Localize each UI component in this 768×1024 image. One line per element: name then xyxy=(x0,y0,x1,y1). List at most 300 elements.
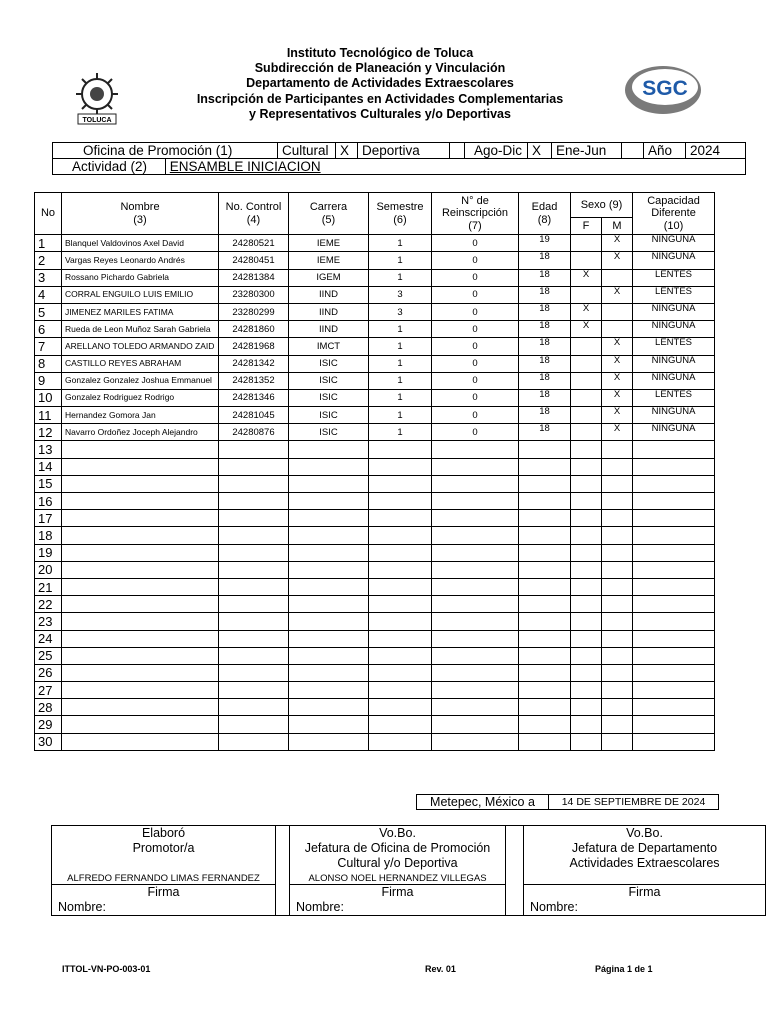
sexo-m-cell[interactable] xyxy=(602,510,633,527)
sexo-f-cell[interactable] xyxy=(571,596,602,613)
participant-name-cell[interactable] xyxy=(62,596,219,613)
sexo-f-cell[interactable] xyxy=(571,424,602,441)
sexo-m-cell[interactable]: X xyxy=(602,235,633,252)
sexo-m-cell[interactable] xyxy=(602,733,633,750)
edad-cell[interactable]: 18 xyxy=(519,338,571,355)
header-m: M xyxy=(602,218,633,235)
carrera-cell[interactable]: IMCT xyxy=(289,338,369,355)
sexo-f-cell[interactable] xyxy=(571,544,602,561)
carrera-cell[interactable] xyxy=(289,510,369,527)
capacidad-diferente-cell[interactable] xyxy=(633,578,715,595)
row-number-cell: 29 xyxy=(35,716,62,733)
sexo-f-cell[interactable] xyxy=(571,372,602,389)
signature-vobo-oficina xyxy=(290,826,506,885)
sexo-f-cell[interactable] xyxy=(571,613,602,630)
sexo-m-cell[interactable] xyxy=(602,475,633,492)
sexo-m-cell[interactable]: X xyxy=(602,389,633,406)
capacidad-diferente-cell[interactable] xyxy=(633,493,715,510)
edad-cell[interactable] xyxy=(519,630,571,647)
reinscripcion-cell[interactable]: 0 xyxy=(432,355,519,372)
capacidad-diferente-cell[interactable] xyxy=(633,716,715,733)
sexo-f-cell[interactable] xyxy=(571,664,602,681)
sexo-m-cell[interactable] xyxy=(602,544,633,561)
cultural-mark[interactable]: X xyxy=(336,143,358,159)
reinscripcion-cell[interactable]: 0 xyxy=(432,303,519,320)
participant-name-cell[interactable] xyxy=(62,699,219,716)
participant-name-cell[interactable]: Blanquel Valdovinos Axel David xyxy=(62,235,219,252)
capacidad-diferente-cell[interactable]: LENTES xyxy=(633,338,715,355)
sexo-f-cell[interactable] xyxy=(571,355,602,372)
semestre-cell[interactable] xyxy=(369,578,432,595)
capacidad-diferente-cell[interactable] xyxy=(633,613,715,630)
sexo-f-cell[interactable] xyxy=(571,578,602,595)
reinscripcion-cell[interactable]: 0 xyxy=(432,338,519,355)
semestre-cell[interactable]: 3 xyxy=(369,303,432,320)
participant-name-cell[interactable] xyxy=(62,475,219,492)
capacidad-diferente-cell[interactable]: NINGUNA xyxy=(633,235,715,252)
edad-cell[interactable] xyxy=(519,716,571,733)
carrera-cell[interactable] xyxy=(289,733,369,750)
control-number-cell[interactable]: 24281045 xyxy=(219,407,289,424)
row-number-cell: 30 xyxy=(35,733,62,750)
capacidad-diferente-cell[interactable]: LENTES xyxy=(633,389,715,406)
sexo-f-cell[interactable] xyxy=(571,699,602,716)
participant-name-cell[interactable] xyxy=(62,733,219,750)
reinscripcion-cell[interactable] xyxy=(432,578,519,595)
participant-name-cell[interactable] xyxy=(62,647,219,664)
capacidad-diferente-cell[interactable] xyxy=(633,510,715,527)
edad-cell[interactable] xyxy=(519,664,571,681)
participant-name-cell[interactable]: ARELLANO TOLEDO ARMANDO ZAID xyxy=(62,338,219,355)
capacidad-diferente-cell[interactable] xyxy=(633,475,715,492)
control-number-cell[interactable] xyxy=(219,733,289,750)
semestre-cell[interactable]: 1 xyxy=(369,389,432,406)
semestre-cell[interactable] xyxy=(369,716,432,733)
firma-cell-1[interactable] xyxy=(52,885,276,916)
control-number-cell[interactable] xyxy=(219,647,289,664)
capacidad-diferente-cell[interactable] xyxy=(633,544,715,561)
semestre-cell[interactable]: 1 xyxy=(369,372,432,389)
edad-cell[interactable] xyxy=(519,699,571,716)
sexo-m-cell[interactable]: X xyxy=(602,286,633,303)
sexo-m-cell[interactable] xyxy=(602,716,633,733)
sexo-m-cell[interactable] xyxy=(602,647,633,664)
sexo-m-cell[interactable] xyxy=(602,493,633,510)
sexo-m-cell[interactable] xyxy=(602,578,633,595)
control-number-cell[interactable]: 24281384 xyxy=(219,269,289,286)
carrera-cell[interactable] xyxy=(289,596,369,613)
edad-cell[interactable] xyxy=(519,510,571,527)
carrera-cell[interactable] xyxy=(289,527,369,544)
reinscripcion-cell[interactable] xyxy=(432,596,519,613)
sexo-m-cell[interactable]: X xyxy=(602,372,633,389)
sexo-f-cell[interactable] xyxy=(571,252,602,269)
capacidad-diferente-cell[interactable] xyxy=(633,699,715,716)
reinscripcion-cell[interactable]: 0 xyxy=(432,286,519,303)
participant-name-cell[interactable]: Rossano Pichardo Gabriela xyxy=(62,269,219,286)
sexo-m-cell[interactable] xyxy=(602,630,633,647)
reinscripcion-cell[interactable] xyxy=(432,682,519,699)
carrera-cell[interactable]: IIND xyxy=(289,321,369,338)
firma-cell-2[interactable] xyxy=(290,885,506,916)
sexo-m-cell[interactable]: X xyxy=(602,338,633,355)
carrera-cell[interactable] xyxy=(289,716,369,733)
carrera-cell[interactable] xyxy=(289,493,369,510)
activity-value[interactable]: ENSAMBLE INICIACION xyxy=(165,159,321,174)
reinscripcion-cell[interactable]: 0 xyxy=(432,424,519,441)
sexo-f-cell[interactable] xyxy=(571,458,602,475)
deportiva-mark[interactable] xyxy=(450,143,465,159)
reinscripcion-cell[interactable] xyxy=(432,630,519,647)
sexo-m-cell[interactable]: X xyxy=(602,252,633,269)
reinscripcion-cell[interactable]: 0 xyxy=(432,407,519,424)
carrera-cell[interactable]: ISIC xyxy=(289,424,369,441)
edad-cell[interactable] xyxy=(519,578,571,595)
edad-cell[interactable]: 19 xyxy=(519,235,571,252)
control-number-cell[interactable] xyxy=(219,458,289,475)
carrera-cell[interactable] xyxy=(289,441,369,458)
semestre-cell[interactable] xyxy=(369,561,432,578)
capacidad-diferente-cell[interactable]: NINGUNA xyxy=(633,321,715,338)
header-edad: Edad (8) xyxy=(519,193,571,235)
semestre-cell[interactable]: 1 xyxy=(369,424,432,441)
reinscripcion-cell[interactable] xyxy=(432,664,519,681)
participant-name-cell[interactable] xyxy=(62,458,219,475)
reinscripcion-cell[interactable] xyxy=(432,458,519,475)
edad-cell[interactable] xyxy=(519,458,571,475)
ago-dic-mark[interactable]: X xyxy=(528,143,552,159)
sexo-m-cell[interactable]: X xyxy=(602,407,633,424)
control-number-cell[interactable] xyxy=(219,441,289,458)
sexo-f-cell[interactable] xyxy=(571,716,602,733)
reinscripcion-cell[interactable] xyxy=(432,527,519,544)
edad-cell[interactable]: 18 xyxy=(519,286,571,303)
capacidad-diferente-cell[interactable] xyxy=(633,664,715,681)
sexo-m-cell[interactable]: X xyxy=(602,355,633,372)
capacidad-diferente-cell[interactable] xyxy=(633,682,715,699)
participant-name-cell[interactable]: CASTILLO REYES ABRAHAM xyxy=(62,355,219,372)
participant-name-cell[interactable]: JIMENEZ MARILES FATIMA xyxy=(62,303,219,320)
year-value[interactable]: 2024 xyxy=(686,143,746,159)
participant-name-cell[interactable] xyxy=(62,527,219,544)
control-number-cell[interactable] xyxy=(219,664,289,681)
sexo-f-cell[interactable] xyxy=(571,682,602,699)
carrera-cell[interactable] xyxy=(289,664,369,681)
capacidad-diferente-cell[interactable]: NINGUNA xyxy=(633,424,715,441)
sexo-f-cell[interactable] xyxy=(571,475,602,492)
control-number-cell[interactable] xyxy=(219,510,289,527)
semestre-cell[interactable] xyxy=(369,544,432,561)
sexo-f-cell[interactable] xyxy=(571,407,602,424)
promotor-name: ALFREDO FERNANDO LIMAS FERNANDEZ xyxy=(67,873,260,884)
edad-cell[interactable]: 18 xyxy=(519,303,571,320)
reinscripcion-cell[interactable]: 0 xyxy=(432,252,519,269)
participant-name-cell[interactable] xyxy=(62,493,219,510)
edad-cell[interactable] xyxy=(519,441,571,458)
sexo-f-cell[interactable] xyxy=(571,647,602,664)
control-number-cell[interactable]: 24281346 xyxy=(219,389,289,406)
sexo-f-cell[interactable] xyxy=(571,733,602,750)
participant-name-cell[interactable]: Gonzalez Rodriguez Rodrigo xyxy=(62,389,219,406)
control-number-cell[interactable]: 23280300 xyxy=(219,286,289,303)
edad-cell[interactable] xyxy=(519,475,571,492)
sexo-f-cell[interactable]: X xyxy=(571,269,602,286)
reinscripcion-cell[interactable]: 0 xyxy=(432,235,519,252)
row-number-cell: 11 xyxy=(35,407,62,424)
participant-name-cell[interactable]: Gonzalez Gonzalez Joshua Emmanuel xyxy=(62,372,219,389)
participant-name-cell[interactable] xyxy=(62,630,219,647)
edad-cell[interactable] xyxy=(519,544,571,561)
carrera-cell[interactable]: IIND xyxy=(289,303,369,320)
capacidad-diferente-cell[interactable]: LENTES xyxy=(633,286,715,303)
semestre-cell[interactable] xyxy=(369,493,432,510)
control-number-cell[interactable] xyxy=(219,578,289,595)
sexo-m-cell[interactable] xyxy=(602,664,633,681)
table-row xyxy=(35,578,715,595)
sexo-f-cell[interactable] xyxy=(571,630,602,647)
control-number-cell[interactable] xyxy=(219,527,289,544)
sexo-f-cell[interactable] xyxy=(571,389,602,406)
ene-jun-mark[interactable] xyxy=(622,143,644,159)
participant-name-cell[interactable]: Hernandez Gomora Jan xyxy=(62,407,219,424)
logo-toluca-text: TOLUCA xyxy=(82,117,112,124)
participant-name-cell[interactable] xyxy=(62,578,219,595)
capacidad-diferente-cell[interactable] xyxy=(633,733,715,750)
reinscripcion-cell[interactable] xyxy=(432,544,519,561)
edad-cell[interactable]: 18 xyxy=(519,321,571,338)
header-sexo: Sexo (9) xyxy=(571,193,633,218)
carrera-cell[interactable] xyxy=(289,613,369,630)
control-number-cell[interactable] xyxy=(219,699,289,716)
header-f: F xyxy=(571,218,602,235)
reinscripcion-cell[interactable]: 0 xyxy=(432,321,519,338)
carrera-cell[interactable]: IGEM xyxy=(289,269,369,286)
sexo-m-cell[interactable] xyxy=(602,458,633,475)
reinscripcion-cell[interactable]: 0 xyxy=(432,372,519,389)
carrera-cell[interactable]: IIND xyxy=(289,286,369,303)
semestre-cell[interactable] xyxy=(369,458,432,475)
semestre-cell[interactable]: 1 xyxy=(369,338,432,355)
sexo-m-cell[interactable] xyxy=(602,527,633,544)
carrera-cell[interactable]: ISIC xyxy=(289,407,369,424)
participant-name-cell[interactable] xyxy=(62,613,219,630)
reinscripcion-cell[interactable]: 0 xyxy=(432,269,519,286)
carrera-cell[interactable] xyxy=(289,630,369,647)
semestre-cell[interactable] xyxy=(369,682,432,699)
sexo-m-cell[interactable] xyxy=(602,303,633,320)
semestre-cell[interactable]: 1 xyxy=(369,355,432,372)
capacidad-diferente-cell[interactable]: NINGUNA xyxy=(633,372,715,389)
edad-cell[interactable]: 18 xyxy=(519,269,571,286)
edad-cell[interactable] xyxy=(519,647,571,664)
capacidad-diferente-cell[interactable]: LENTES xyxy=(633,269,715,286)
sexo-f-cell[interactable] xyxy=(571,493,602,510)
sexo-m-cell[interactable] xyxy=(602,561,633,578)
sexo-f-cell[interactable] xyxy=(571,510,602,527)
row-number-cell: 2 xyxy=(35,252,62,269)
participant-name-cell[interactable]: Navarro Ordoñez Joceph Alejandro xyxy=(62,424,219,441)
semestre-cell[interactable] xyxy=(369,596,432,613)
carrera-cell[interactable] xyxy=(289,699,369,716)
edad-cell[interactable]: 18 xyxy=(519,355,571,372)
control-number-cell[interactable] xyxy=(219,716,289,733)
semestre-cell[interactable] xyxy=(369,630,432,647)
control-number-cell[interactable]: 24281860 xyxy=(219,321,289,338)
edad-cell[interactable]: 18 xyxy=(519,424,571,441)
participant-name-cell[interactable] xyxy=(62,441,219,458)
control-number-cell[interactable] xyxy=(219,596,289,613)
control-number-cell[interactable]: 24281342 xyxy=(219,355,289,372)
participant-name-cell[interactable] xyxy=(62,664,219,681)
control-number-cell[interactable] xyxy=(219,561,289,578)
signature-spacer-2 xyxy=(506,826,524,916)
semestre-cell[interactable] xyxy=(369,664,432,681)
carrera-cell[interactable] xyxy=(289,578,369,595)
semestre-cell[interactable] xyxy=(369,441,432,458)
sexo-m-cell[interactable] xyxy=(602,441,633,458)
semestre-cell[interactable]: 1 xyxy=(369,321,432,338)
sexo-m-cell[interactable] xyxy=(602,321,633,338)
edad-cell[interactable] xyxy=(519,493,571,510)
edad-cell[interactable] xyxy=(519,613,571,630)
participant-name-cell[interactable]: CORRAL ENGUILO LUIS EMILIO xyxy=(62,286,219,303)
reinscripcion-cell[interactable] xyxy=(432,716,519,733)
control-number-cell[interactable]: 24280876 xyxy=(219,424,289,441)
control-number-cell[interactable] xyxy=(219,493,289,510)
semestre-cell[interactable] xyxy=(369,527,432,544)
row-number-cell: 21 xyxy=(35,578,62,595)
row-number-cell: 23 xyxy=(35,613,62,630)
participant-name-cell[interactable] xyxy=(62,561,219,578)
semestre-cell[interactable] xyxy=(369,475,432,492)
semestre-cell[interactable] xyxy=(369,613,432,630)
edad-cell[interactable]: 18 xyxy=(519,389,571,406)
carrera-cell[interactable]: ISIC xyxy=(289,389,369,406)
table-row xyxy=(35,716,715,733)
sexo-f-cell[interactable]: X xyxy=(571,303,602,320)
capacidad-diferente-cell[interactable]: NINGUNA xyxy=(633,252,715,269)
control-number-cell[interactable] xyxy=(219,630,289,647)
reinscripcion-cell[interactable] xyxy=(432,510,519,527)
sexo-m-cell[interactable] xyxy=(602,613,633,630)
control-number-cell[interactable] xyxy=(219,613,289,630)
edad-cell[interactable]: 18 xyxy=(519,407,571,424)
reinscripcion-cell[interactable] xyxy=(432,699,519,716)
edad-cell[interactable] xyxy=(519,596,571,613)
reinscripcion-cell[interactable]: 0 xyxy=(432,389,519,406)
row-number-cell: 15 xyxy=(35,475,62,492)
semestre-cell[interactable] xyxy=(369,647,432,664)
semestre-cell[interactable]: 1 xyxy=(369,252,432,269)
sexo-f-cell[interactable]: X xyxy=(571,321,602,338)
semestre-cell[interactable] xyxy=(369,699,432,716)
control-number-cell[interactable] xyxy=(219,475,289,492)
semestre-cell[interactable]: 3 xyxy=(369,286,432,303)
edad-cell[interactable] xyxy=(519,561,571,578)
carrera-cell[interactable]: IEME xyxy=(289,252,369,269)
edad-cell[interactable] xyxy=(519,527,571,544)
control-number-cell[interactable]: 23280299 xyxy=(219,303,289,320)
place-date[interactable]: 14 DE SEPTIEMBRE DE 2024 xyxy=(549,795,719,810)
sexo-m-cell[interactable] xyxy=(602,596,633,613)
semestre-cell[interactable]: 1 xyxy=(369,235,432,252)
firma-cell-3[interactable] xyxy=(524,885,766,916)
capacidad-diferente-cell[interactable]: NINGUNA xyxy=(633,355,715,372)
reinscripcion-cell[interactable] xyxy=(432,561,519,578)
carrera-cell[interactable] xyxy=(289,682,369,699)
sexo-m-cell[interactable] xyxy=(602,269,633,286)
capacidad-diferente-cell[interactable] xyxy=(633,596,715,613)
sexo-f-cell[interactable] xyxy=(571,441,602,458)
sexo-m-cell[interactable] xyxy=(602,699,633,716)
reinscripcion-cell[interactable] xyxy=(432,613,519,630)
capacidad-diferente-cell[interactable]: NINGUNA xyxy=(633,407,715,424)
row-number-cell: 27 xyxy=(35,682,62,699)
semestre-cell[interactable] xyxy=(369,733,432,750)
sexo-m-cell[interactable] xyxy=(602,682,633,699)
semestre-cell[interactable]: 1 xyxy=(369,407,432,424)
capacidad-diferente-cell[interactable] xyxy=(633,647,715,664)
participant-name-cell[interactable] xyxy=(62,510,219,527)
control-number-cell[interactable] xyxy=(219,682,289,699)
edad-cell[interactable]: 18 xyxy=(519,372,571,389)
reinscripcion-cell[interactable] xyxy=(432,475,519,492)
carrera-cell[interactable] xyxy=(289,561,369,578)
capacidad-diferente-cell[interactable]: NINGUNA xyxy=(633,303,715,320)
capacidad-diferente-cell[interactable] xyxy=(633,458,715,475)
edad-cell[interactable] xyxy=(519,733,571,750)
carrera-cell[interactable] xyxy=(289,647,369,664)
participant-name-cell[interactable] xyxy=(62,682,219,699)
participant-name-cell[interactable] xyxy=(62,716,219,733)
carrera-cell[interactable]: ISIC xyxy=(289,372,369,389)
sexo-f-cell[interactable] xyxy=(571,286,602,303)
carrera-cell[interactable] xyxy=(289,544,369,561)
control-number-cell[interactable] xyxy=(219,544,289,561)
reinscripcion-cell[interactable] xyxy=(432,647,519,664)
carrera-cell[interactable] xyxy=(289,475,369,492)
capacidad-diferente-cell[interactable] xyxy=(633,561,715,578)
participant-name-cell[interactable] xyxy=(62,544,219,561)
capacidad-diferente-cell[interactable] xyxy=(633,527,715,544)
sexo-m-cell[interactable]: X xyxy=(602,424,633,441)
control-number-cell[interactable]: 24281968 xyxy=(219,338,289,355)
sexo-f-cell[interactable] xyxy=(571,235,602,252)
edad-cell[interactable] xyxy=(519,682,571,699)
sexo-f-cell[interactable] xyxy=(571,338,602,355)
capacidad-diferente-cell[interactable] xyxy=(633,441,715,458)
carrera-cell[interactable] xyxy=(289,458,369,475)
semestre-cell[interactable] xyxy=(369,510,432,527)
carrera-cell[interactable]: IEME xyxy=(289,235,369,252)
reinscripcion-cell[interactable] xyxy=(432,733,519,750)
participant-name-cell[interactable]: Rueda de Leon Muñoz Sarah Gabriela xyxy=(62,321,219,338)
sexo-f-cell[interactable] xyxy=(571,561,602,578)
edad-cell[interactable]: 18 xyxy=(519,252,571,269)
control-number-cell[interactable]: 24280451 xyxy=(219,252,289,269)
reinscripcion-cell[interactable] xyxy=(432,493,519,510)
participant-name-cell[interactable]: Vargas Reyes Leonardo Andrés xyxy=(62,252,219,269)
control-number-cell[interactable]: 24280521 xyxy=(219,235,289,252)
sexo-f-cell[interactable] xyxy=(571,527,602,544)
capacidad-diferente-cell[interactable] xyxy=(633,630,715,647)
semestre-cell[interactable]: 1 xyxy=(369,269,432,286)
carrera-cell[interactable]: ISIC xyxy=(289,355,369,372)
table-row xyxy=(35,458,715,475)
control-number-cell[interactable]: 24281352 xyxy=(219,372,289,389)
reinscripcion-cell[interactable] xyxy=(432,441,519,458)
row-number-cell: 28 xyxy=(35,699,62,716)
